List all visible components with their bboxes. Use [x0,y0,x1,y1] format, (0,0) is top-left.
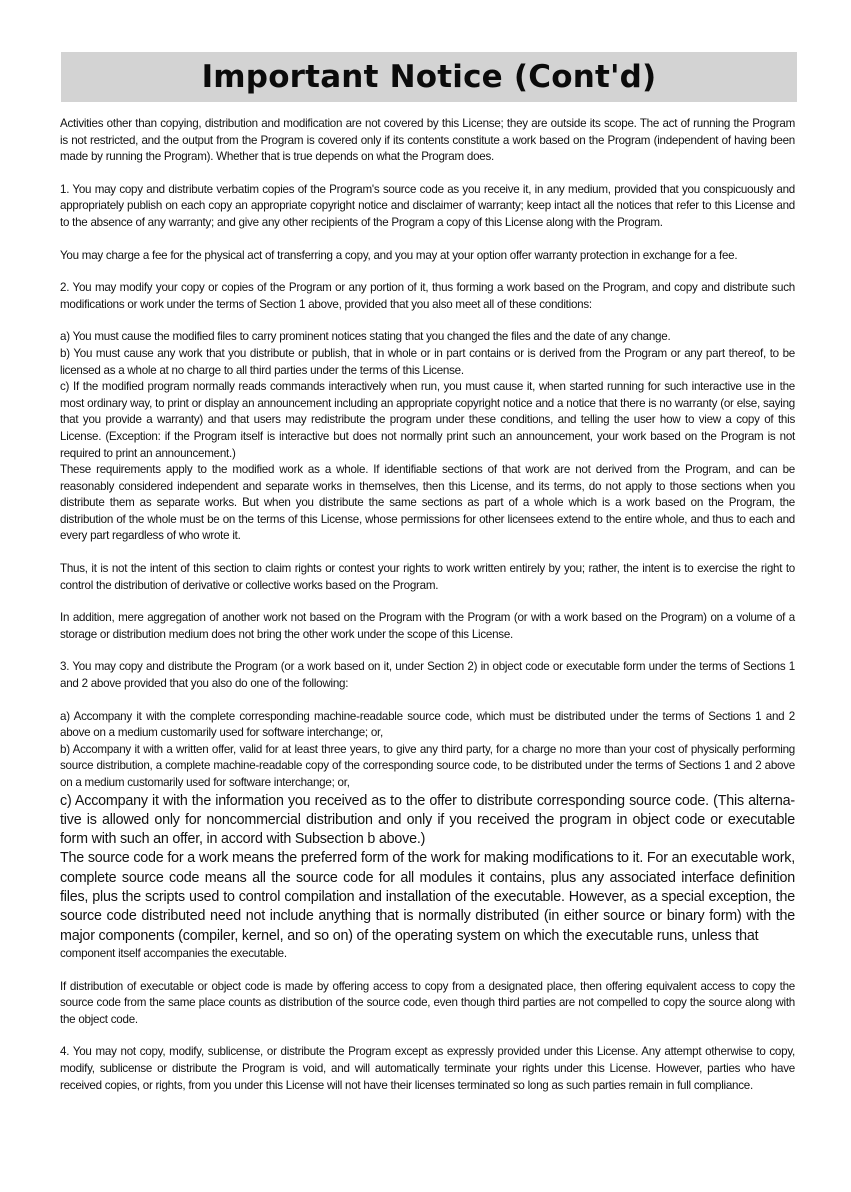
paragraph-section-1: 1. You may copy and distribute verbatim copies of the Program's source code as you receive it, in any medium, provided that you conspicuously and appropriately publish on each copy an appropriate copyright notice and disclaimer of warranty; keep intact all the notices that refer to this License and to the absence of any warranty; and give any other recipients of the Program a copy of this License along with the Program. [60,182,795,229]
document-body [60,116,795,1094]
title-banner [61,52,797,102]
paragraph-option-a: a) Accompany it with the complete corresponding machine-readable source code, which must be distributed under the terms of Sections 1 and 2 above on a medium customarily used for software interchange; or, [60,709,795,740]
paragraph-aggregation: In addition, mere aggregation of another work not based on the Program with the Program (or with a work based on the Program) on a volume of a storage or distribution medium does not bring the other work under the scope of this License. [60,611,795,641]
page-title: Important Notice (Cont'd) [201,59,657,95]
paragraph-option-c: c) Accompany it with the information you received as to the offer to distribute corresponding source code. (This alterna-tive is allowed only for noncommercial distribution and only if you received the program in object code or executable form with such an offer, in accord with Subsection b above.) [60,792,795,848]
paragraph-section-3: 3. You may copy and distribute the Program (or a work based on it, under Section 2) in object code or executable form under the terms of Sections 1 and 2 above provided that you also do one of the following: [60,660,795,691]
paragraph-condition-a: a) You must cause the modified files to carry prominent notices stating that you changed the files and the date of any change. [60,330,671,344]
paragraph-section-4: 4. You may not copy, modify, sublicense, or distribute the Program except as expressly provided under this License. Any attempt otherwise to copy, modify, sublicense or distribute the Program is void, and will automatically terminate your rights under this License. However, parties who have received copies, or rights, from you under this License will not have their licenses terminated so long as such parties remain in full compliance. [60,1045,795,1092]
paragraph-scope: Activities other than copying, distribution and modification are not covered by this License; they are outside its scope. The act of running the Program is not restricted, and the output from the Program is covered only if its contents constitute a work based on the Program (independent of having been made by running the Program). Whether that is true depends on what the Program does. [60,117,795,164]
paragraph-option-b: b) Accompany it with a written offer, valid for at least three years, to give any third party, for a charge no more than your cost of physically performing source distribution, a complete machine-readable copy of the corresponding source code, to be distributed under the terms of Sections 1 and 2 above on a medium customarily used for software interchange; or, [60,742,795,789]
paragraph-intent: Thus, it is not the intent of this section to claim rights or contest your rights to work written entirely by you; rather, the intent is to exercise the right to control the distribution of derivative or collective works based on the Program. [60,562,795,592]
paragraph-requirements: These requirements apply to the modified work as a whole. If identifiable sections of that work are not derived from the Program, and can be reasonably considered independent and separate works in themselves, then this License, and its terms, do not apply to those sections when you distribute them as separate works. But when you distribute the same sections as part of a whole which is a work based on the Program, the distribution of the whole must be on the terms of this License, whose permissions for other licensees extend to the entire whole, and thus to each and every part regardless of who wrote it. [60,463,795,543]
paragraph-fee: You may charge a fee for the physical act of transferring a copy, and you may at your option offer warranty protection in exchange for a fee. [60,248,738,262]
paragraph-condition-b: b) You must cause any work that you distribute or publish, that in whole or in part contains or is derived from the Program or any part thereof, to be licensed as a whole at no charge to all third parties under the terms of this License. [60,346,795,377]
paragraph-condition-c: c) If the modified program normally reads commands interactively when run, you must cause it, when started running for such interactive use in the most ordinary way, to print or display an announcement including an appropriate copyright notice and a notice that there is no warranty (or else, saying that you provide a warranty) and that users may redistribute the program under these conditions, and telling the user how to view a copy of this License. (Exception: if the Program itself is interactive but does not normally print such an announcement, your work based on the Program is not required to print an announcement.) [60,380,795,460]
paragraph-section-2: 2. You may modify your copy or copies of the Program or any portion of it, thus forming a work based on the Program, and copy and distribute such modifications or work under the terms of Section 1 above, provided that you also meet all of these conditions: [60,281,795,311]
paragraph-source-code: The source code for a work means the preferred form of the work for making modifications to it. For an executable work, complete source code means all the source code for all modules it contains, plus any associated interface definition files, plus the scripts used to control compilation and installation of the executable. However, as a special exception, the source code distributed need not include anything that is normally distributed (in either source or binary form) with the major components (compiler, kernel, and so on) of the operating system on which the executable runs, unless that [60,850,795,944]
paragraph-distribution-access: If distribution of executable or object code is made by offering access to copy from a designated place, then offering equivalent access to copy the source code from the same place counts as distribution of the source code, even though third parties are not compelled to copy the source along with the object code. [60,979,795,1026]
paragraph-source-code-end: component itself accompanies the executable. [60,946,287,960]
